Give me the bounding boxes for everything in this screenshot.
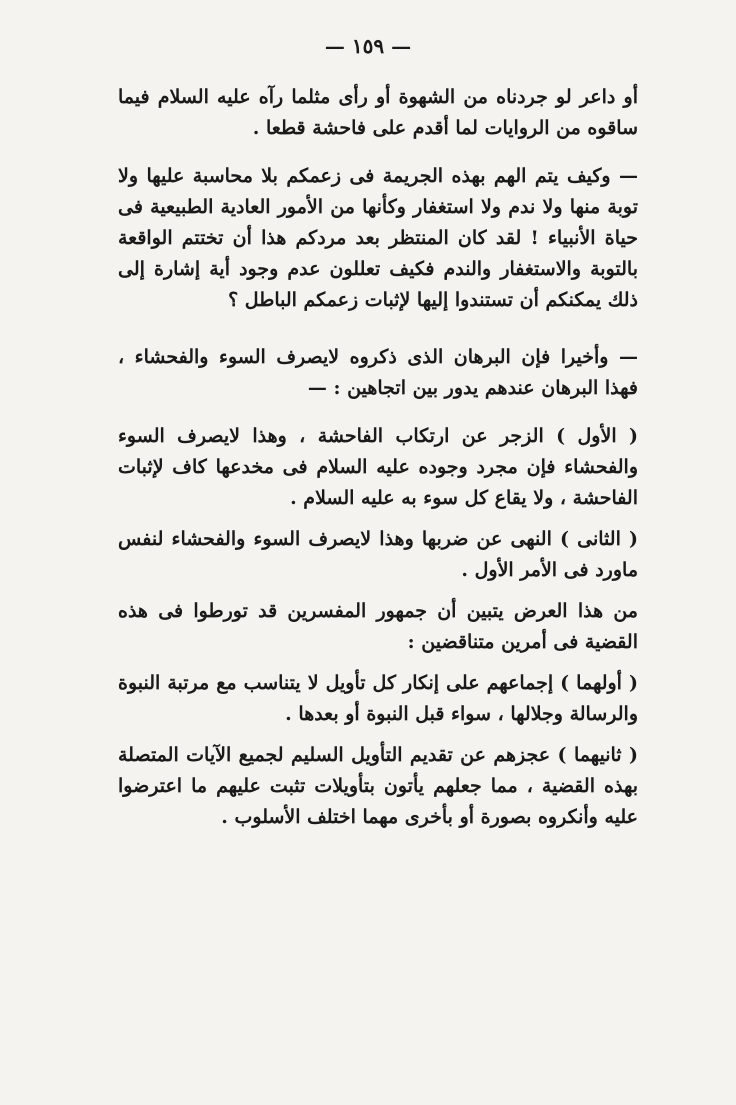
paragraph: ( ثانيهما ) عجزهم عن تقديم التأويل السليم لجميع الآيات المتصلة بهذه القضية ، مما جعلهم يأتون بتأويلات تثبت عليهم ما اعترضوا عليه وأنكروه بصورة أو بأخرى مهما اختلف الأسلوب .: [118, 744, 638, 828]
page-body: [118, 82, 638, 850]
paragraph: — وكيف يتم الهم بهذه الجريمة فى زعمكم بلا محاسبة عليها ولا توبة منها ولا ندم ولا استغفار وكأنها من الأمور العادية الطبيعية فى حياة الأنبياء ! لقد كان المنتظر بعد مردكم هذا أن تختتم الواقعة بالتوبة والاستغفار والندم فكيف تعللون عدم وجود أية إشارة إلى ذلك يمكنكم أن تستندوا إليها لإثبات زعمكم الباطل ؟: [118, 165, 638, 311]
paragraph: من هذا العرض يتبين أن جمهور المفسرين قد تورطوا فى هذه القضية فى أمرين متناقضين :: [118, 600, 638, 653]
paragraph: ( أولهما ) إجماعهم على إنكار كل تأويل لا يتناسب مع مرتبة النبوة والرسالة وجلالها ، سواء قبل النبوة أو بعدها .: [118, 672, 638, 725]
paragraph: ( الثانى ) النهى عن ضربها وهذا لايصرف السوء والفحشاء لنفس ماورد فى الأمر الأول .: [118, 528, 638, 581]
paragraph: أو داعر لو جردناه من الشهوة أو رأى مثلما رآه عليه السلام فيما ساقوه من الروايات لما أقدم على فاحشة قطعا .: [118, 86, 638, 139]
paragraph: — وأخيرا فإن البرهان الذى ذكروه لايصرف السوء والفحشاء ، فهذا البرهان عندهم يدور بين اتجاهين : —: [118, 346, 638, 399]
paragraph: ( الأول ) الزجر عن ارتكاب الفاحشة ، وهذا لايصرف السوء والفحشاء فإن مجرد وجوده عليه السلام فى مخدعها كاف لإثبات الفاحشة ، ولا يقاع كل سوء به عليه السلام .: [118, 425, 638, 509]
page-number: — ١٥٩ —: [324, 34, 412, 58]
